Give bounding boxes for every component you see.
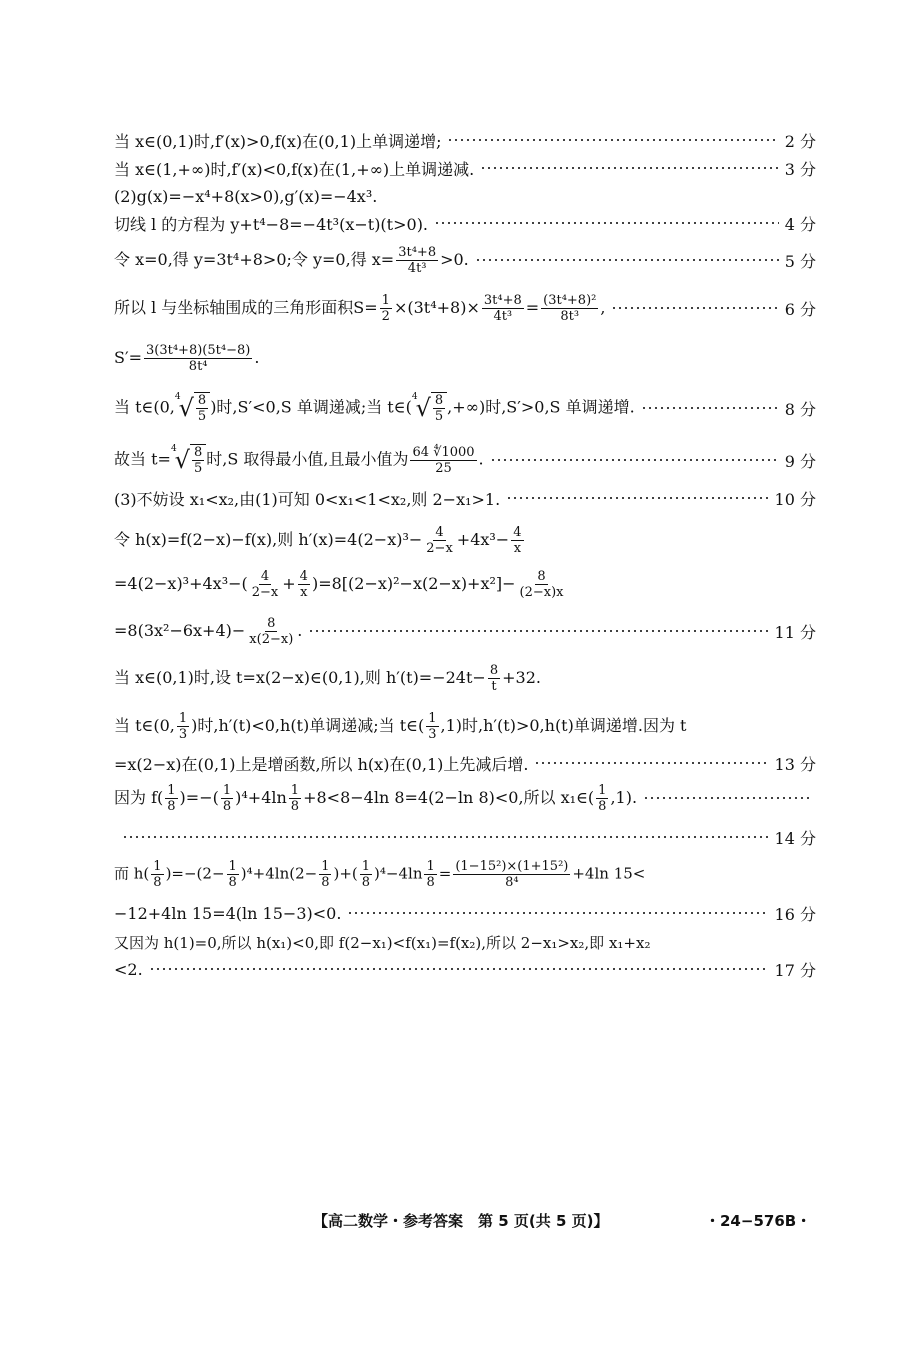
text-run: =8(3x²−6x+4)− [114, 620, 246, 640]
denominator: 4t³ [493, 308, 513, 324]
numerator: 1 [222, 782, 232, 798]
denominator: 8 [361, 874, 371, 890]
text-run: ,1). [610, 787, 638, 807]
line-text [114, 663, 541, 694]
fraction [453, 859, 570, 890]
solution-line [114, 927, 816, 957]
text-run: =4(2−x)³+4x³−( [114, 573, 248, 593]
fraction [247, 616, 295, 647]
text-run: )=−( [179, 787, 219, 807]
denominator: x [300, 584, 308, 600]
fraction [424, 525, 455, 556]
fraction [518, 569, 566, 600]
text-run: )⁴+4ln(2− [240, 864, 318, 882]
solution-line [114, 125, 816, 155]
numerator: 3t⁴+8 [483, 292, 522, 308]
line-text: −12+4ln 15=4(ln 15−3)<0. [114, 903, 342, 923]
text-run: = [438, 864, 452, 882]
fraction [410, 445, 476, 476]
fraction [227, 859, 239, 890]
text-run: . [297, 620, 303, 640]
fraction [298, 569, 310, 600]
score-points: 14 分 [774, 828, 816, 848]
line-text: =x(2−x)在(0,1)上是增函数,所以 h(x)在(0,1)上先减后增. [114, 754, 529, 774]
denominator: 2−x [426, 540, 453, 556]
denominator: 2−x [251, 584, 279, 600]
solution-line [114, 700, 816, 752]
fraction [177, 711, 189, 742]
denominator: 8 [153, 874, 162, 890]
fraction [192, 445, 204, 476]
denominator: 8 [222, 798, 232, 814]
fraction [221, 783, 233, 814]
text-run: )⁴−4ln [374, 864, 423, 882]
dot-leader [490, 459, 779, 461]
solution-line [114, 772, 816, 824]
text-run: , [600, 297, 606, 317]
numerator: 64 ∜1000 [412, 444, 475, 460]
numerator: 3(3t⁴+8)(5t⁴−8) [146, 342, 251, 358]
dot-leader [475, 259, 779, 261]
fourth-root [175, 392, 210, 424]
text-run: >0. [440, 249, 469, 269]
fraction [144, 343, 252, 374]
solution-line [114, 434, 816, 486]
line-text [114, 245, 469, 276]
text-run: )=−(2− [165, 864, 225, 882]
solution-line [114, 153, 816, 183]
fraction [289, 783, 301, 814]
text-run: S′= [114, 347, 142, 367]
fraction [488, 663, 500, 694]
numerator: 1 [426, 858, 435, 874]
text-run: 而 h( [114, 864, 150, 882]
numerator: 1 [167, 782, 176, 798]
denominator: 4t³ [407, 260, 427, 276]
score-points: 3 分 [784, 159, 816, 179]
solution-line [114, 332, 816, 384]
line-text [114, 569, 568, 600]
score-points: 2 分 [784, 131, 816, 151]
text-run: ,1)时,h′(t)>0,h(t)单调递增.因为 t [440, 715, 687, 735]
text-run: )=8[(2−x)²−x(2−x)+x²]− [311, 573, 516, 593]
denominator: 5 [434, 409, 444, 424]
root-index: 4 [170, 444, 177, 454]
line-text: (3)不妨设 x₁<x₂,由(1)可知 0<x₁<1<x₂,则 2−x₁>1. [114, 489, 501, 509]
fraction [151, 859, 163, 890]
numerator: 1 [361, 858, 371, 874]
text-run: +8<8−4ln 8=4(2−ln 8)<0,所以 x₁∈( [303, 787, 595, 807]
solution-line [114, 382, 816, 434]
solution-line [114, 954, 816, 984]
fraction [196, 393, 208, 424]
numerator: (1−15²)×(1+15²) [455, 858, 569, 874]
footer-title: 【高二数学・参考答案 第 5 页(共 5 页)】 [313, 1212, 609, 1230]
line-text [114, 616, 302, 647]
denominator: 8t⁴ [188, 358, 208, 374]
dot-leader [643, 797, 810, 799]
fourth-root [171, 444, 206, 476]
fraction [396, 245, 438, 276]
text-run: 时,S 取得最小值,且最小值为 [206, 449, 409, 469]
dot-leader [149, 968, 769, 970]
numerator: 8 [197, 393, 207, 408]
numerator: 4 [260, 568, 270, 584]
dot-leader [347, 912, 768, 914]
solution-line [114, 652, 816, 704]
fraction [596, 783, 608, 814]
denominator: 25 [435, 460, 452, 476]
text-run: +4ln 15< [572, 864, 646, 882]
radical-sign: √ [178, 394, 194, 422]
line-text: (2)g(x)=−x⁴+8(x>0),g′(x)=−4x³. [114, 186, 378, 206]
denominator: 8⁴ [505, 874, 519, 890]
denominator: 5 [193, 461, 203, 476]
denominator: 8 [228, 874, 237, 890]
text-run: ,+∞)时,S′>0,S 单调递增. [447, 397, 635, 417]
dot-leader [641, 407, 779, 409]
solution-line [114, 558, 816, 610]
text-run: = [525, 297, 540, 317]
numerator: 8 [267, 615, 276, 631]
text-run: . [478, 449, 484, 469]
line-text [114, 392, 635, 424]
text-run: 所以 l 与坐标轴围成的三角形面积S= [114, 297, 378, 317]
root-index: 4 [174, 392, 181, 402]
fraction [424, 859, 436, 890]
denominator: 2 [381, 308, 390, 324]
radical-sign: √ [174, 446, 190, 474]
text-run: ×(3t⁴+8)× [393, 297, 480, 317]
numerator: 4 [513, 524, 522, 540]
denominator: 8t³ [560, 308, 580, 324]
numerator: 4 [435, 524, 444, 540]
numerator: (3t⁴+8)² [543, 292, 597, 308]
denominator: 3 [428, 726, 437, 742]
fraction [250, 569, 281, 600]
fourth-root [412, 392, 447, 424]
dot-leader [506, 497, 768, 499]
line-text [114, 444, 484, 476]
numerator: 1 [178, 710, 188, 726]
numerator: 8 [193, 445, 203, 460]
numerator: 4 [299, 568, 308, 584]
line-text [114, 783, 637, 814]
numerator: 1 [428, 710, 437, 726]
numerator: 1 [598, 782, 607, 798]
score-points: 9 分 [784, 451, 816, 471]
score-points: 16 分 [774, 904, 816, 924]
line-text: 又因为 h(1)=0,所以 h(x₁)<0,即 f(2−x₁)<f(x₁)=f(x₂),所以 2−x₁>x₂,即 x₁+x₂ [114, 933, 651, 952]
denominator: x(2−x) [249, 631, 294, 647]
dot-leader [480, 167, 778, 169]
page-footer [0, 1210, 900, 1234]
denominator: 8 [426, 874, 435, 890]
fraction [426, 711, 438, 742]
line-text [114, 343, 259, 374]
root-index: 4 [411, 392, 418, 402]
denominator: 3 [178, 726, 188, 742]
text-run: 令 h(x)=f(2−x)−f(x),则 h′(x)=4(2−x)³− [114, 529, 423, 549]
line-text [114, 859, 645, 890]
numerator: 1 [321, 858, 330, 874]
denominator: (2−x)x [519, 584, 564, 600]
fraction [380, 293, 392, 324]
denominator: x [513, 540, 522, 556]
denominator: 8 [321, 874, 330, 890]
fraction [319, 859, 331, 890]
numerator: 1 [290, 782, 300, 798]
dot-leader [434, 222, 779, 224]
score-points: 13 分 [774, 754, 816, 774]
text-run: 当 x∈(0,1)时,设 t=x(2−x)∈(0,1),则 h′(t)=−24t− [114, 667, 486, 687]
score-points: 5 分 [784, 251, 816, 271]
numerator: 1 [381, 292, 390, 308]
text-run: )⁴+4ln [235, 787, 287, 807]
dot-leader [447, 139, 778, 141]
score-points: 11 分 [774, 622, 816, 642]
footer-code: ・24−576B・ [705, 1212, 812, 1230]
score-points: 10 分 [774, 489, 816, 509]
solution-line [114, 898, 816, 928]
text-run: 故当 t= [114, 449, 171, 469]
numerator: 1 [228, 858, 237, 874]
fraction [541, 293, 598, 324]
fraction [433, 393, 445, 424]
numerator: 3t⁴+8 [398, 244, 437, 260]
score-points: 17 分 [774, 960, 816, 980]
denominator: 8 [167, 798, 176, 814]
fraction [482, 293, 524, 324]
text-run: )时,h′(t)<0,h(t)单调递减;当 t∈( [191, 715, 425, 735]
denominator: 5 [197, 409, 207, 424]
solution-line [114, 848, 816, 900]
dot-leader [308, 630, 768, 632]
line-text: <2. [114, 959, 143, 979]
dot-leader [534, 762, 768, 764]
solution-line [114, 234, 816, 286]
solution-line [114, 181, 816, 211]
numerator: 8 [537, 568, 546, 584]
score-points: 6 分 [784, 299, 816, 319]
solution-line [114, 282, 816, 334]
line-text [114, 293, 605, 324]
solution-line [114, 605, 816, 657]
line-text: 当 x∈(0,1)时,f′(x)>0,f(x)在(0,1)上单调递增; [114, 131, 442, 151]
text-run: +32. [502, 667, 541, 687]
line-text [114, 711, 686, 742]
line-text: 切线 l 的方程为 y+t⁴−8=−4t³(x−t)(t>0). [114, 214, 429, 234]
line-text [114, 525, 526, 556]
numerator: 1 [153, 858, 162, 874]
score-points: 4 分 [784, 214, 816, 234]
text-run: )时,S′<0,S 单调递减;当 t∈( [210, 397, 412, 417]
radical-sign: √ [415, 394, 431, 422]
numerator: 8 [489, 662, 499, 678]
text-run: )+( [333, 864, 358, 882]
text-run: + [282, 573, 296, 593]
solution-line [114, 483, 816, 513]
text-run: 当 t∈(0, [114, 397, 175, 417]
line-text: 当 x∈(1,+∞)时,f′(x)<0,f(x)在(1,+∞)上单调递减. [114, 159, 475, 179]
denominator: t [491, 678, 497, 694]
text-run: +4x³− [456, 529, 510, 549]
text-run: . [254, 347, 260, 367]
numerator: 8 [434, 393, 444, 408]
dot-leader [122, 836, 769, 838]
dot-leader [611, 307, 778, 309]
fraction [360, 859, 372, 890]
fraction [165, 783, 177, 814]
text-run: 令 x=0,得 y=3t⁴+8>0;令 y=0,得 x= [114, 249, 395, 269]
score-points: 8 分 [784, 399, 816, 419]
text-run: 当 t∈(0, [114, 715, 175, 735]
text-run: 因为 f( [114, 787, 164, 807]
denominator: 8 [290, 798, 300, 814]
fraction [511, 525, 523, 556]
denominator: 8 [598, 798, 607, 814]
